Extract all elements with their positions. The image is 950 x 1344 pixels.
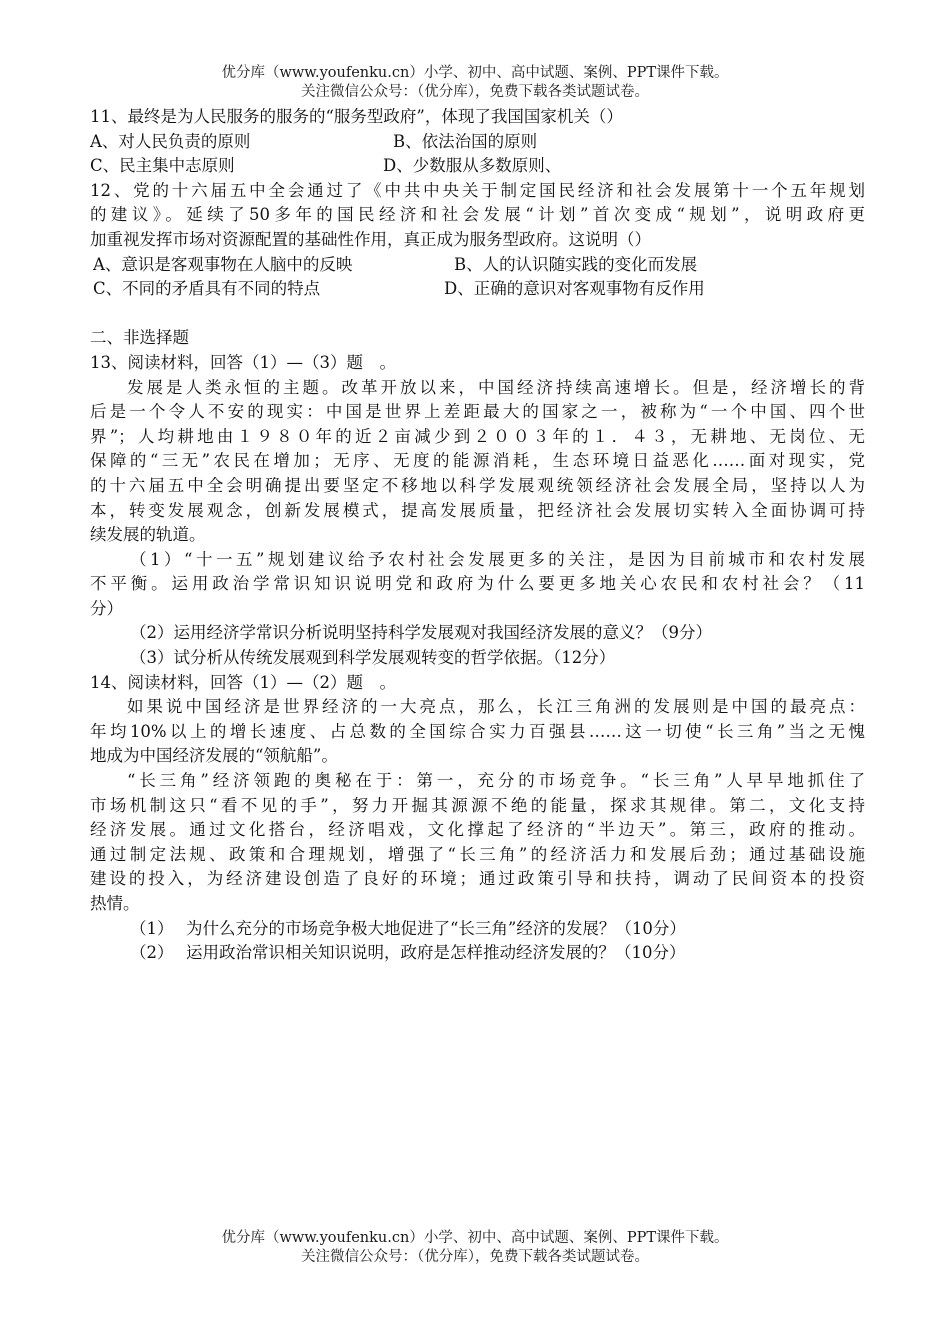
header-line-2: 关注微信公众号：（优分库），免费下载各类试题试卷。 [301, 84, 649, 100]
q12-options-row-2 [90, 277, 865, 302]
q14-material-line: 年均10%以上的增长速度、占总数的全国综合实力百强县……这一切使“长三角”当之无愧 [90, 721, 865, 741]
q13-sub1-line: 不平衡。运用政治学常识知识说明党和政府为什么要更多地关心农民和农村社会？（11 [90, 574, 865, 594]
q12-option-b: B、人的认识随实践的变化而发展 [454, 254, 698, 274]
q14-material-line: 经济发展。通过文化搭台，经济唱戏，文化撑起了经济的“半边天”。第三，政府的推动。 [90, 820, 865, 840]
q12-stem-line: 加重视发挥市场对资源配置的基础性作用，真正成为服务型政府。这说明（） [90, 229, 651, 249]
q12-option-d: D、正确的意识对客观事物有反作用 [444, 279, 705, 299]
q11-stem: 11、最终是为人民服务的服务的“服务型政府”，体现了我国国家机关（） [90, 107, 623, 126]
q14-sub2-number: （2） [130, 943, 174, 963]
q14-material-line: 地成为中国经济发展的“领航船”。 [90, 746, 338, 766]
page-header [0, 64, 950, 102]
q14-material-line: 如果说中国经济是世界经济的一大亮点，那么，长江三角洲的发展则是中国的最亮点： [127, 697, 865, 717]
q13-stem: 13、阅读材料，回答（1）—（3）题 。 [90, 352, 396, 372]
q14-material-line: 建设的投入，为经济建设创造了良好的环境；通过政策引导和扶持，调动了民间资本的投资 [90, 869, 865, 889]
q11-options-row-1 [90, 130, 865, 155]
q11-option-b: B、依法治国的原则 [393, 131, 538, 151]
q14-sub2-text: 运用政治常识相关知识说明，政府是怎样推动经济发展的？（10分） [186, 943, 686, 963]
footer-line-1: 优分库（www.youfenku.cn）小学、初中、高中试题、案例、PPT课件下载。 [221, 1230, 729, 1246]
q14-stem: 14、阅读材料，回答（1）—（2）题 。 [90, 672, 396, 692]
q11-option-a: A、对人民负责的原则 [90, 131, 251, 151]
q11-options-row-2 [90, 154, 865, 179]
q13-sub1-line: 分） [90, 598, 123, 618]
q14-sub2 [90, 941, 865, 966]
q13-material-line: 续发展的轨道。 [90, 525, 206, 545]
q14-material-line: “长三角”经济领跑的奥秘在于：第一，充分的市场竞争。“长三角”人早早地抓住了 [127, 771, 865, 791]
section-title: 二、非选择题 [90, 328, 189, 348]
q14-sub1-text: 为什么充分的市场竞争极大地促进了“长三角”经济的发展？（10分） [186, 918, 686, 938]
q11-option-d: D、少数服从多数原则、 [383, 156, 562, 176]
q14-material-line: 通过制定法规、政策和合理规划，增强了“长三角”的经济活力和发展后劲；通过基础设施 [90, 844, 865, 864]
q13-sub3: （3）试分析从传统发展观到科学发展观转变的哲学依据。（12分） [130, 648, 616, 668]
q13-material-line: 界”；人均耕地由１９８０年的近２亩减少到２００３年的１．４３，无耕地、无岗位、无 [90, 426, 865, 446]
q11-option-c: C、民主集中志原则 [90, 156, 235, 176]
q14-material-line: 市场机制这只“看不见的手”，努力开掘其源源不绝的能量，探求其规律。第二，文化支持 [90, 795, 865, 815]
header-line-1: 优分库（www.youfenku.cn）小学、初中、高中试题、案例、PPT课件下载。 [221, 65, 729, 81]
page-footer [0, 1229, 950, 1267]
q14-sub1 [90, 917, 865, 942]
q12-options-row-1 [90, 253, 865, 278]
q14-sub1-number: （1） [130, 918, 174, 938]
q12-stem-line: 12、党的十六届五中全会通过了《中共中央关于制定国民经济和社会发展第十一个五年规划 [90, 180, 865, 200]
q13-sub2: （2）运用经济学常识分析说明坚持科学发展观对我国经济发展的意义？（9分） [130, 623, 712, 643]
q12-option-c: C、不同的矛盾具有不同的特点 [93, 279, 321, 299]
q12-stem-line: 的建议》。延续了50多年的国民经济和社会发展“计划”首次变成“规划”，说明政府更 [90, 205, 865, 225]
q13-material-line: 本，转变发展观念，创新发展模式，提高发展质量，把经济社会发展切实转入全面协调可持 [90, 500, 865, 520]
document-body [90, 105, 865, 966]
q13-sub1-line: （1）“十一五”规划建议给予农村社会发展更多的关注，是因为目前城市和农村发展 [130, 549, 865, 569]
footer-line-2: 关注微信公众号：（优分库），免费下载各类试题试卷。 [301, 1249, 649, 1265]
q13-material-line: 后是一个令人不安的现实：中国是世界上差距最大的国家之一，被称为“一个中国、四个世 [90, 402, 865, 422]
q14-material-line: 热情。 [90, 894, 140, 913]
q13-material-line: 的十六届五中全会明确提出要坚定不移地以科学发展观统领经济社会发展全局，坚持以人为 [90, 475, 865, 495]
q12-option-a: A、意识是客观事物在人脑中的反映 [93, 254, 353, 274]
q13-material-line: 保障的“三无”农民在增加；无序、无度的能源消耗，生态环境日益恶化……面对现实，党 [90, 451, 865, 471]
q13-material-line: 发展是人类永恒的主题。改革开放以来，中国经济持续高速增长。但是，经济增长的背 [127, 377, 865, 397]
